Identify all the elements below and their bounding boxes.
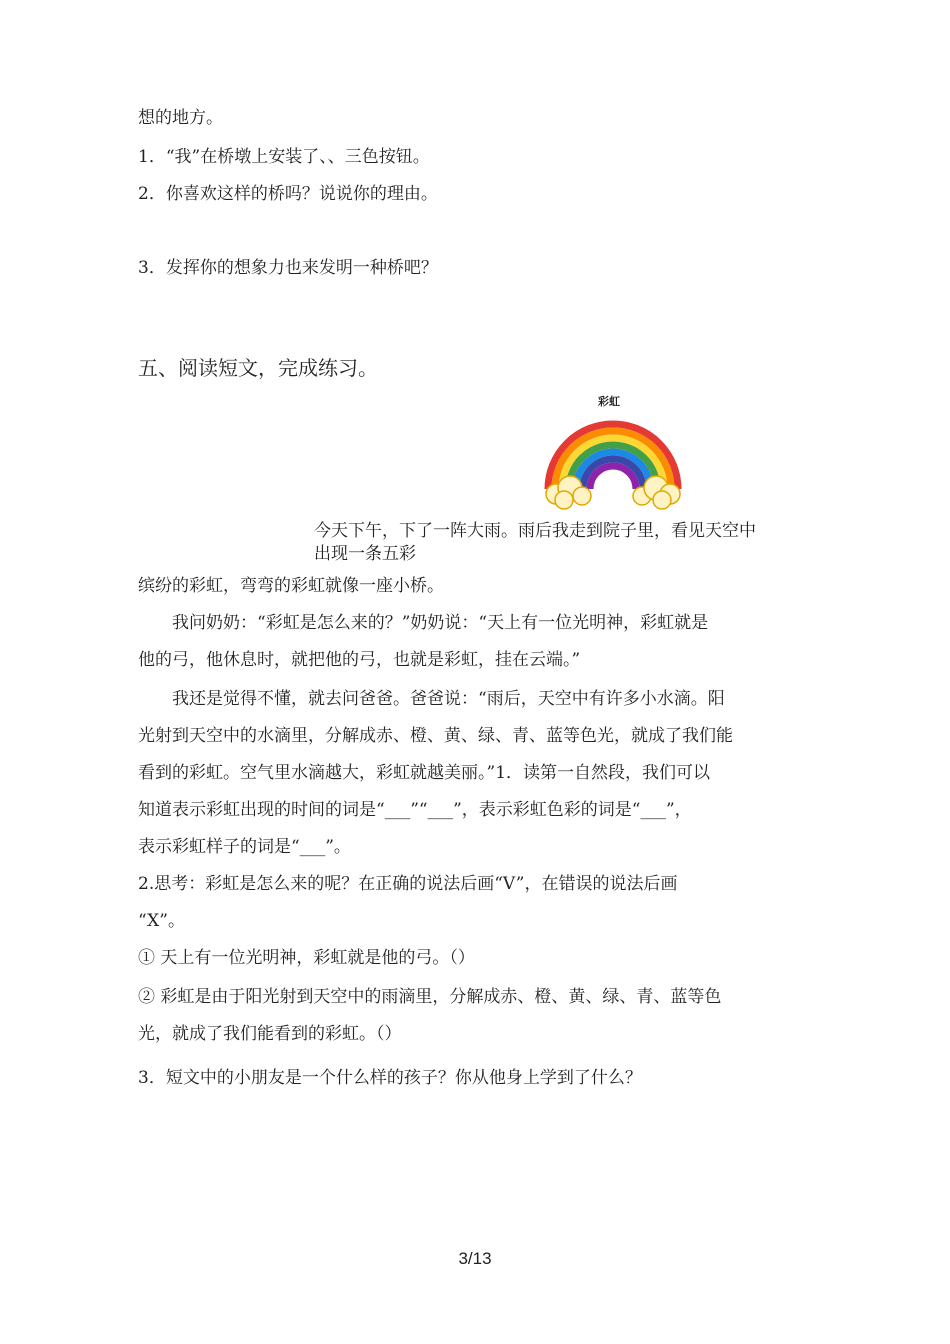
text-line: 知道表示彩虹出现的时间的词是“___”“___”，表示彩虹色彩的词是“___”， [138,800,692,820]
question-2: 2．你喜欢这样的桥吗？说说你的理由。 [138,184,438,204]
rainbow-with-clouds-icon [538,394,688,514]
question-3: 3．发挥你的想象力也来发明一种桥吧？ [138,258,438,278]
text-line: 出现一条五彩 [314,544,416,564]
text-line: 2.思考：彩虹是怎么来的呢？在正确的说法后画“V”，在错误的说法后画 [138,874,678,894]
question-3-text: 3．短文中的小朋友是一个什么样的孩子？你从他身上学到了什么？ [138,1068,642,1088]
text-line: 光射到天空中的水滴里，分解成赤、橙、黄、绿、青、蓝等色光，就成了我们能 [138,726,733,746]
question-1: 1．“我”在桥墩上安装了、、三色按钮。 [138,147,430,167]
text-line: 我问奶奶：“彩虹是怎么来的？”奶奶说：“天上有一位光明神，彩虹就是 [172,613,709,633]
text-line: “X”。 [138,911,185,931]
text-line: 我还是觉得不懂，就去问爸爸。爸爸说：“雨后，天空中有许多小水滴。阳 [172,689,725,709]
text-line: 表示彩虹样子的词是“___”。 [138,837,351,857]
text-line: 他的弓，他休息时，就把他的弓，也就是彩虹，挂在云端。” [138,650,581,670]
text-line: ② 彩虹是由于阳光射到天空中的雨滴里，分解成赤、橙、黄、绿、青、蓝等色 [138,987,722,1007]
image-title: 彩虹 [598,395,620,408]
page-number: 3/13 [458,1249,492,1268]
text-line: 今天下午，下了一阵大雨。雨后我走到院子里，看见天空中 [314,521,756,541]
text-line: 看到的彩虹。空气里水滴越大，彩虹就越美丽。”1．读第一自然段，我们可以 [138,763,711,783]
text-line: 缤纷的彩虹，弯弯的彩虹就像一座小桥。 [138,576,444,596]
text-line: 想的地方。 [138,108,223,128]
text-line: ① 天上有一位光明神，彩虹就是他的弓。（） [138,948,475,968]
section-heading: 五、阅读短文，完成练习。 [138,356,378,380]
text-line: 光，就成了我们能看到的彩虹。（） [138,1024,402,1044]
